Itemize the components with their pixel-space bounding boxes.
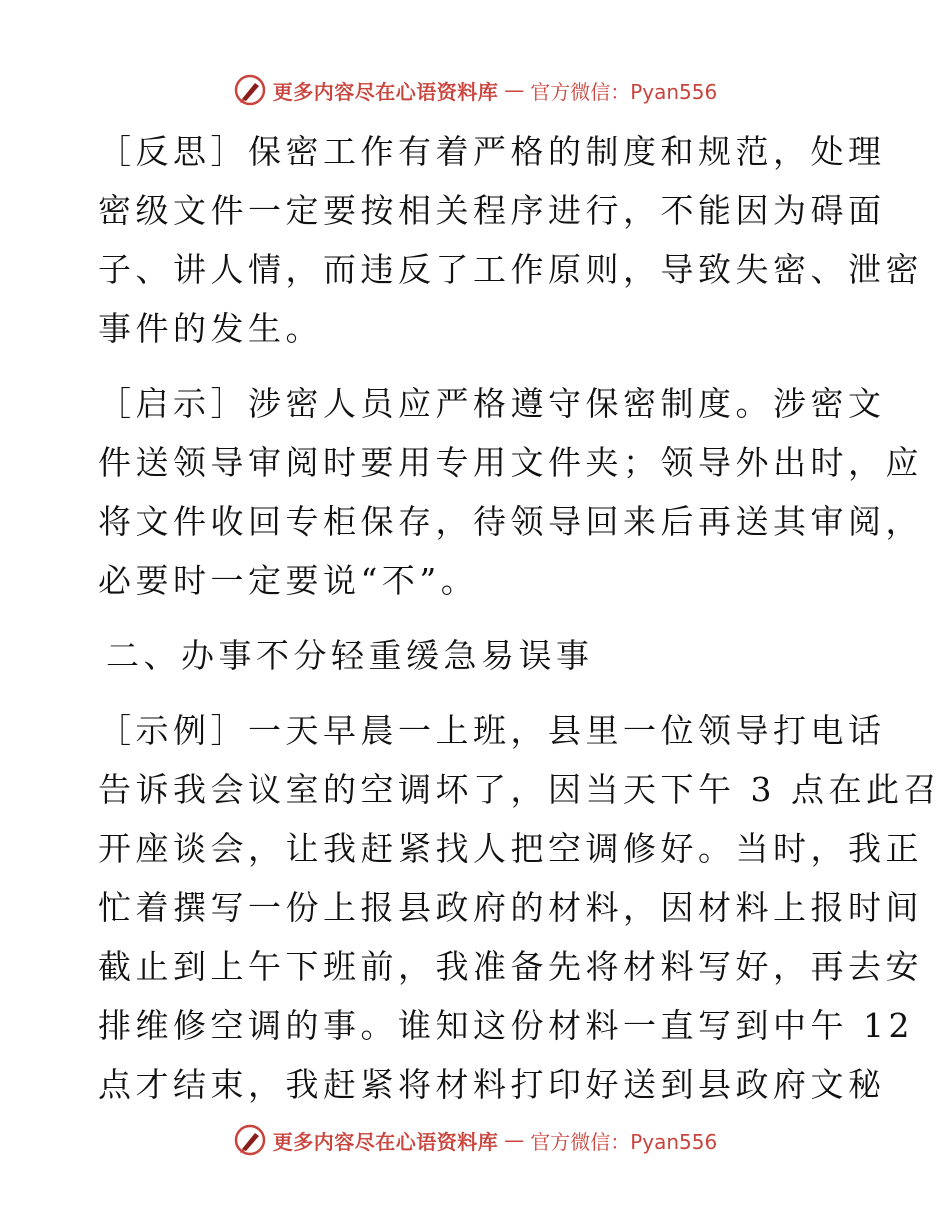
text-line: 事件的发生。 [98, 309, 323, 348]
text-line: 截止到上午下班前，我准备先将材料写好，再去安 [98, 947, 923, 986]
header-banner [0, 70, 950, 110]
reflection-paragraph [98, 122, 923, 358]
text-line: 子、讲人情，而违反了工作原则，导致失密、泄密 [98, 250, 923, 289]
text-line: 开座谈会，让我赶紧找人把空调修好。当时，我正 [98, 829, 923, 868]
document-body [98, 122, 941, 1130]
text-line: ［示例］一天早晨一上班，县里一位领导打电话 [98, 711, 886, 750]
text-line: 告诉我会议室的空调坏了，因当天下午 3 点在此召 [98, 770, 941, 809]
header-separator: — [504, 78, 525, 102]
text-line: ［反思］保密工作有着严格的制度和规范，处理 [98, 132, 886, 171]
header-contact-text: 官方微信：Pyan556 [530, 79, 718, 104]
header-brand-text: 更多内容尽在心语资料库 [272, 79, 499, 104]
footer-separator: — [504, 1128, 525, 1152]
text-line: 排维修空调的事。谁知这份材料一直写到中午 12 [98, 1006, 914, 1045]
pen-logo-icon [233, 1123, 267, 1157]
text-line: ［启示］涉密人员应严格遵守保密制度。涉密文 [98, 384, 886, 423]
text-line: 将文件收回专柜保存，待领导回来后再送其审阅， [98, 502, 923, 541]
text-line: 件送领导审阅时要用专用文件夹；领导外出时，应 [98, 443, 923, 482]
text-line: 必要时一定要说“不”。 [98, 561, 479, 600]
insight-paragraph [98, 374, 923, 610]
text-line: 点才结束，我赶紧将材料打印好送到县政府文秘 [98, 1065, 886, 1104]
example-paragraph [98, 701, 941, 1114]
footer-contact-text: 官方微信：Pyan556 [530, 1129, 718, 1154]
footer-banner [0, 1120, 950, 1160]
pen-logo-icon [233, 73, 267, 107]
text-line: 忙着撰写一份上报县政府的材料，因材料上报时间 [98, 888, 923, 927]
footer-brand-text: 更多内容尽在心语资料库 [272, 1129, 499, 1154]
text-line: 密级文件一定要按相关程序进行，不能因为碍面 [98, 191, 886, 230]
section-heading: 二、办事不分轻重缓急易误事 [106, 636, 594, 675]
